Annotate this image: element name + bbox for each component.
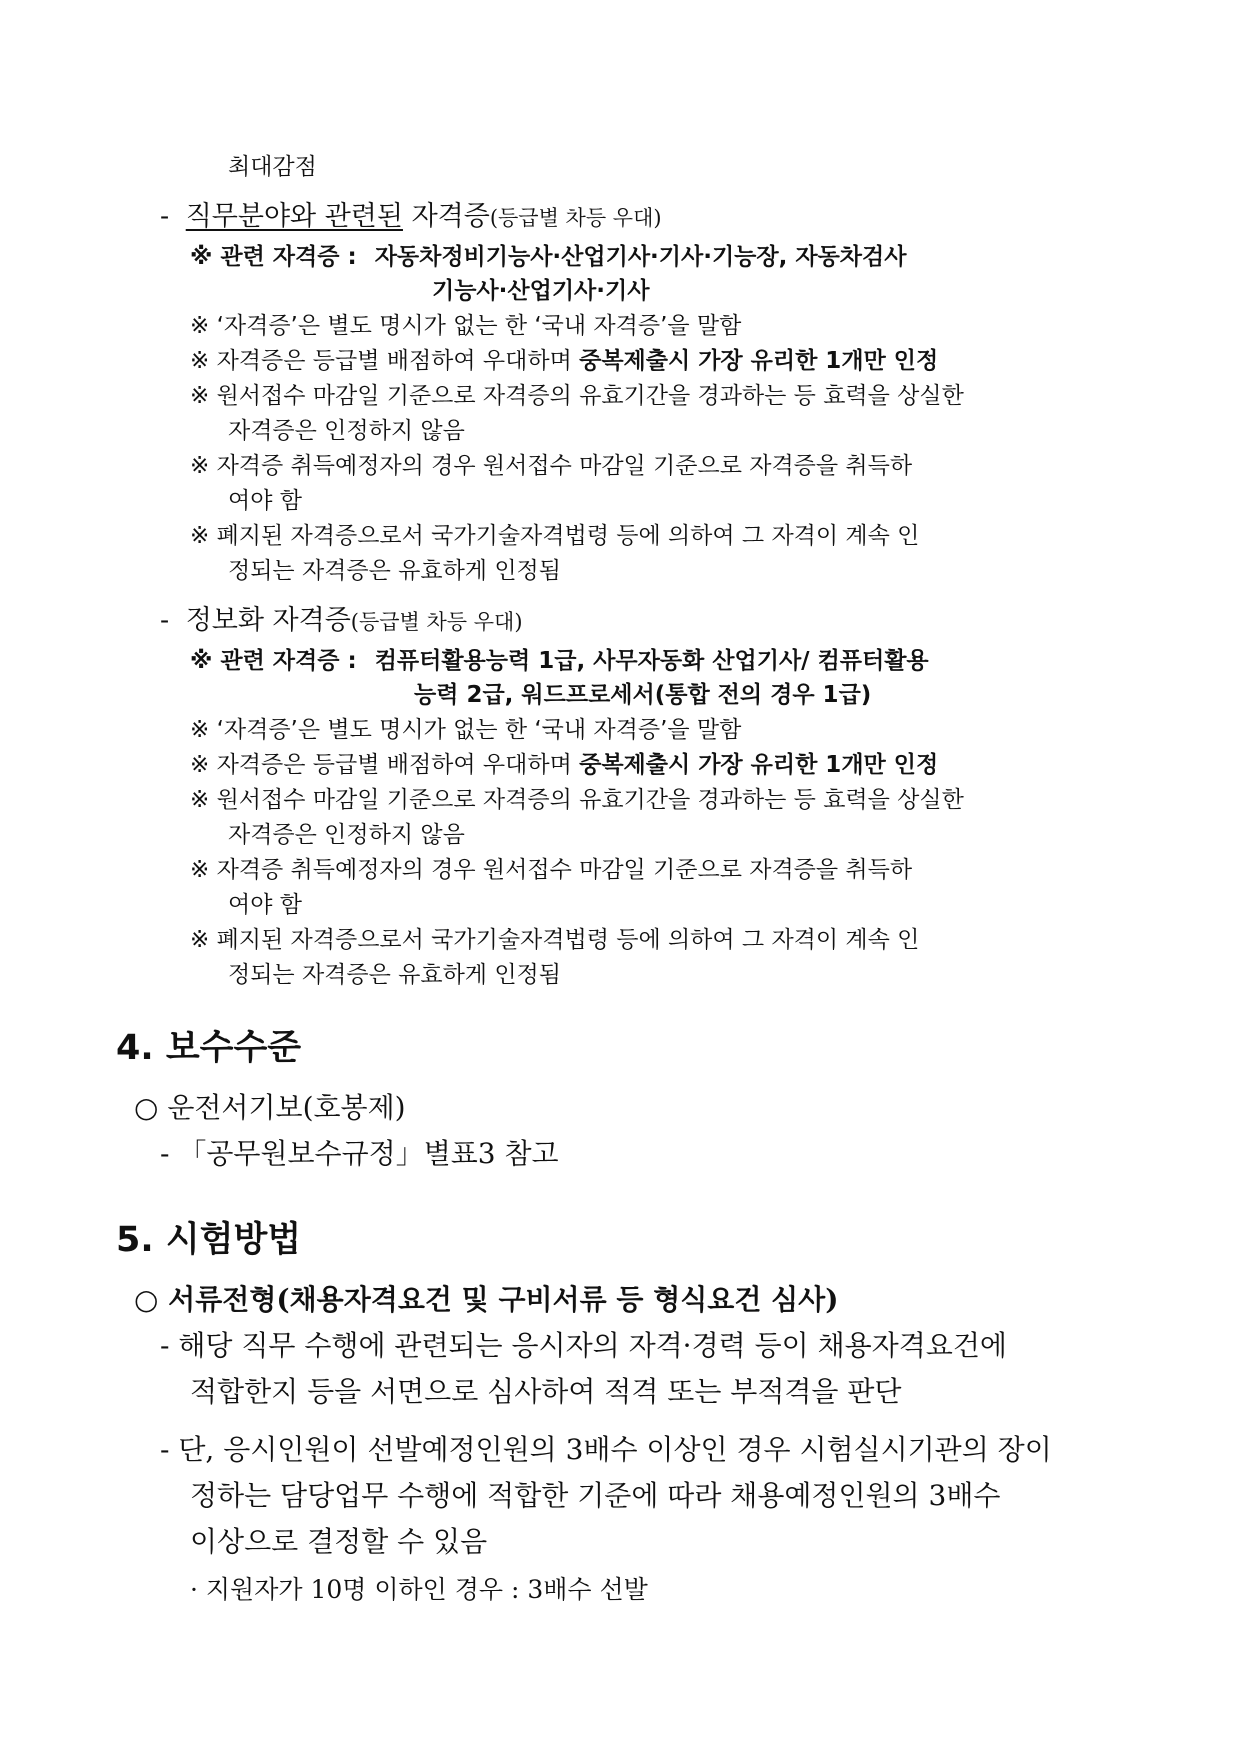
multiple-rule-1: - 단, 응시인원이 선발예정인원의 3배수 이상인 경우 시험실시기관의 장이 [160, 1433, 1052, 1466]
job-cert-label: 직무분야와 관련된 [185, 201, 403, 232]
note-expected-2: 여야 함 [228, 488, 302, 514]
info-cert-label: 정보화 자격증 [185, 605, 351, 636]
note-abolished-1: ※ 폐지된 자격증으로서 국가기술자격법령 등에 의하여 그 자격이 계속 인 [190, 927, 920, 953]
multiple-rule-2: 정하는 담당업무 수행에 적합한 기준에 따라 채용예정인원의 3배수 [190, 1479, 1001, 1512]
note-scoring-a: ※ 자격증은 등급별 배점하여 우대하며 [190, 348, 572, 374]
job-cert-label-2: 자격증 [411, 201, 490, 232]
note-scoring [190, 342, 938, 375]
job-cert-paren: (등급별 차등 우대) [489, 206, 662, 230]
note-expiry-2: 자격증은 인정하지 않음 [228, 822, 465, 848]
screening-desc-2: 적합한지 등을 서면으로 심사하여 적격 또는 부적격을 판단 [190, 1375, 902, 1408]
section-heading-pay: 4. 보수수준 [116, 1028, 302, 1068]
note-expected-1: ※ 자격증 취득예정자의 경우 원서접수 마감일 기준으로 자격증을 취득하 [190, 857, 913, 883]
applicant-bullet: · 지원자가 10명 이하인 경우 : 3배수 선발 [190, 1575, 648, 1604]
section-heading-exam: 5. 시험방법 [116, 1220, 302, 1260]
note-abolished-1: ※ 폐지된 자격증으로서 국가기술자격법령 등에 의하여 그 자격이 계속 인 [190, 523, 920, 549]
note-definition: ※ ‘자격증’은 별도 명시가 없는 한 ‘국내 자격증’을 말함 [190, 313, 742, 339]
related-prefix: ※ 관련 자격증 : [190, 648, 357, 674]
info-cert-paren: (등급별 차등 우대) [350, 610, 523, 634]
job-cert-item [160, 194, 662, 233]
note-scoring [190, 746, 938, 779]
related-list-1: 컴퓨터활용능력 1급, 사무자동화 산업기사/ 컴퓨터활용 [374, 648, 929, 674]
note-expiry-2: 자격증은 인정하지 않음 [228, 418, 465, 444]
screening-desc-1: - 해당 직무 수행에 관련되는 응시자의 자격·경력 등이 채용자격요건에 [160, 1329, 1007, 1362]
note-scoring-b: 중복제출시 가장 유리한 1개만 인정 [579, 752, 939, 778]
note-scoring-a: ※ 자격증은 등급별 배점하여 우대하며 [190, 752, 572, 778]
continued-text: 최대감점 [228, 154, 317, 180]
related-list-2: 능력 2급, 워드프로세서(통합 전의 경우 1급) [414, 682, 872, 708]
related-prefix: ※ 관련 자격증 : [190, 244, 357, 270]
dash-marker: - [160, 605, 170, 636]
note-expected-2: 여야 함 [228, 892, 302, 918]
related-list-1: 자동차정비기능사·산업기사·기사·기능장, 자동차검사 [374, 244, 907, 270]
pay-grade-item: ○ 운전서기보(호봉제) [134, 1091, 406, 1124]
pay-reference: - 「공무원보수규정」별표3 참고 [160, 1137, 559, 1170]
dash-marker: - [160, 201, 170, 232]
multiple-rule-3: 이상으로 결정할 수 있음 [190, 1525, 488, 1558]
note-abolished-2: 정되는 자격증은 유효하게 인정됨 [228, 962, 561, 988]
job-related-certs [190, 238, 1110, 271]
note-scoring-b: 중복제출시 가장 유리한 1개만 인정 [579, 348, 939, 374]
info-related-certs [190, 642, 929, 675]
note-expected-1: ※ 자격증 취득예정자의 경우 원서접수 마감일 기준으로 자격증을 취득하 [190, 453, 913, 479]
note-expiry-1: ※ 원서접수 마감일 기준으로 자격증의 유효기간을 경과하는 등 효력을 상실한 [190, 787, 964, 813]
note-definition: ※ ‘자격증’은 별도 명시가 없는 한 ‘국내 자격증’을 말함 [190, 717, 742, 743]
related-list-2: 기능사·산업기사·기사 [432, 278, 650, 304]
document-screening-item: ○ 서류전형(채용자격요건 및 구비서류 등 형식요건 심사) [134, 1283, 839, 1316]
note-abolished-2: 정되는 자격증은 유효하게 인정됨 [228, 558, 561, 584]
info-cert-item [160, 598, 523, 637]
note-expiry-1: ※ 원서접수 마감일 기준으로 자격증의 유효기간을 경과하는 등 효력을 상실한 [190, 383, 964, 409]
